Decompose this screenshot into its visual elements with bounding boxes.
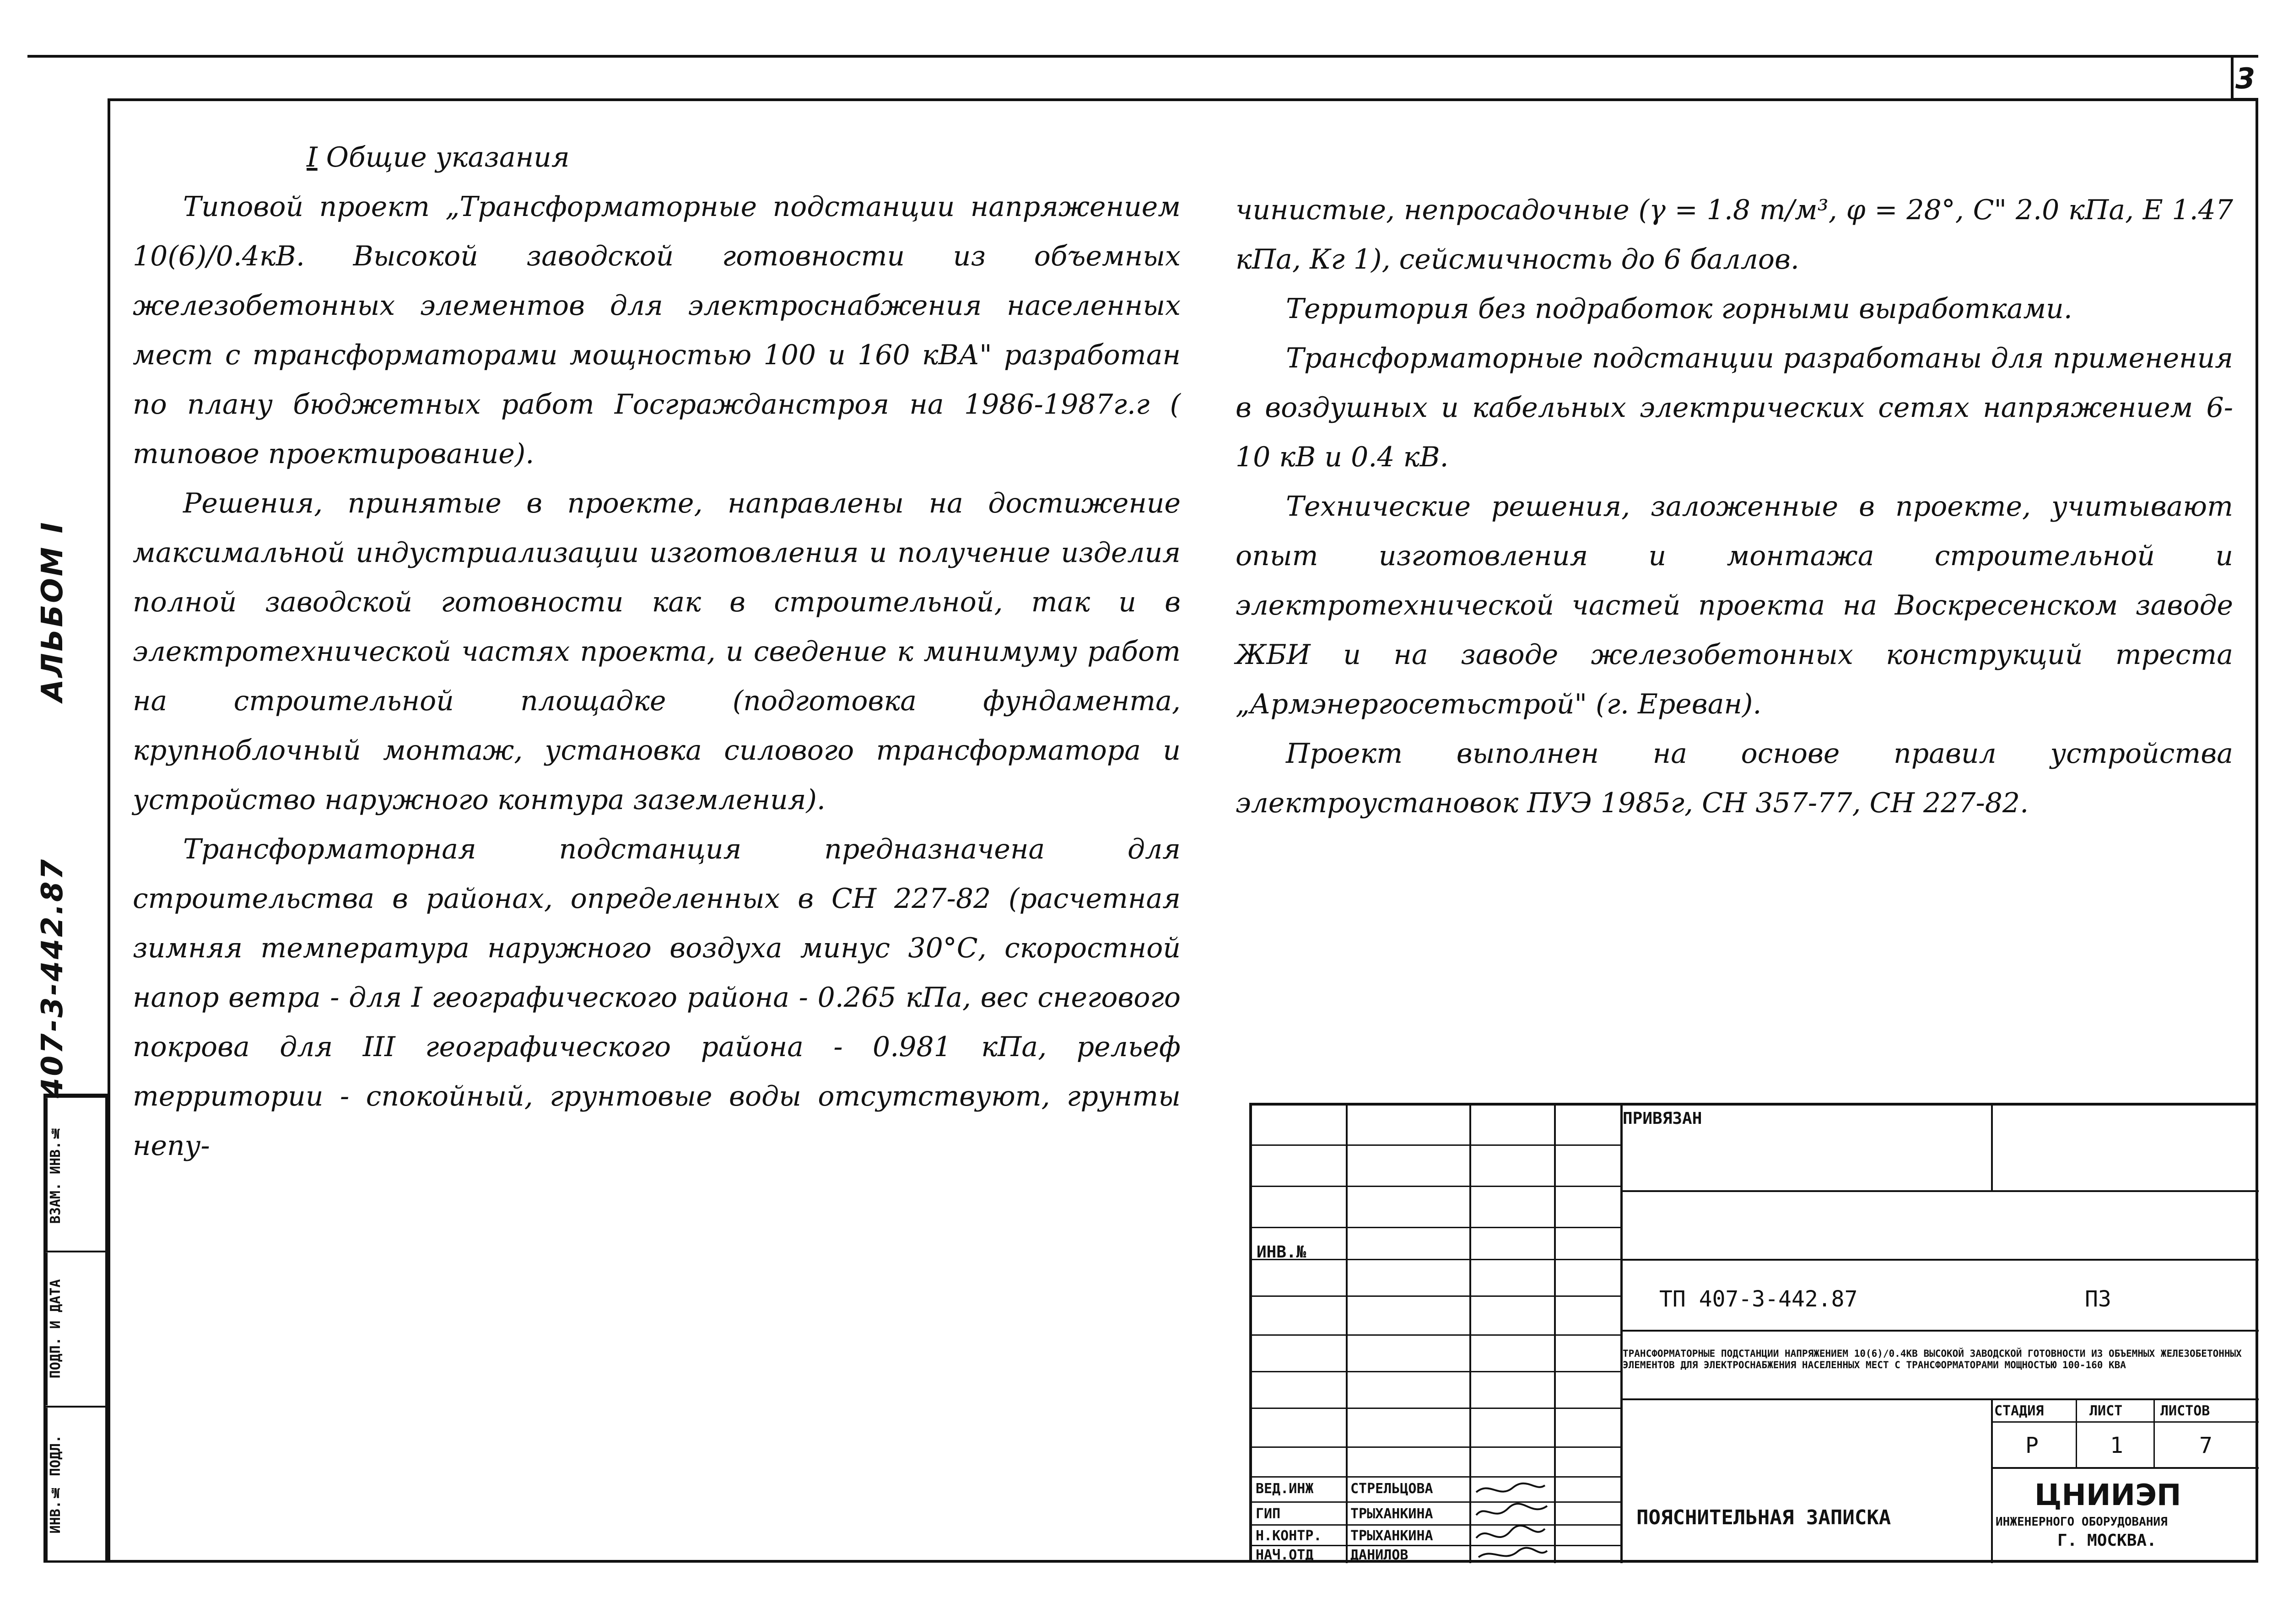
sign-name: СТРЕЛЬЦОВА xyxy=(1350,1481,1433,1497)
stamp-label: ИНВ.№ ПОДЛ. xyxy=(46,1408,73,1560)
tb-line xyxy=(1252,1227,1620,1228)
paragraph: Трансформаторные подстанции разработаны для применения в воздушных и кабельных электрических сетях напряжением 6-10 кВ и 0.4 кВ. xyxy=(1236,342,2233,473)
section-heading xyxy=(307,133,1181,182)
tb-line xyxy=(2153,1398,2155,1467)
org-city: Г. МОСКВА. xyxy=(2057,1531,2157,1550)
sign-role: НАЧ.ОТД xyxy=(1256,1547,1314,1563)
section-title: Общие указания xyxy=(326,141,570,173)
stamp-cell xyxy=(46,1096,105,1251)
stamp-cell xyxy=(46,1406,105,1560)
tb-line xyxy=(1991,1421,2259,1423)
tb-line xyxy=(1252,1501,1620,1503)
tb-line xyxy=(1252,1476,1620,1478)
sign-role: ВЕД.ИНЖ xyxy=(1256,1481,1314,1497)
document-name: ПОЯСНИТЕЛЬНАЯ ЗАПИСКА xyxy=(1636,1506,1891,1529)
left-text-column xyxy=(133,133,1181,1171)
sheets-value: 7 xyxy=(2199,1433,2212,1458)
org-name: ЦНИИЭП xyxy=(2034,1478,2181,1512)
tb-line xyxy=(1620,1330,2259,1332)
sign-name: ТРЫХАНКИНА xyxy=(1350,1506,1433,1522)
handwritten-signatures xyxy=(1472,1478,1552,1563)
org-subtitle: ИНЖЕНЕРНОГО ОБОРУДОВАНИЯ xyxy=(1996,1515,2168,1529)
doc-description: ТРАНСФОРМАТОРНЫЕ ПОДСТАНЦИИ НАПРЯЖЕНИЕМ 10(6)/0.4КВ ВЫСОКОЙ ЗАВОДСКОЙ ГОТОВНОСТИ ИЗ ОБЪЕМНЫХ ЖЕЛЕЗОБЕТОННЫХ ЭЛЕМЕНТОВ ДЛЯ ЭЛЕКТРОСНАБЖЕНИЯ НАСЕЛЕННЫХ МЕСТ С ТРАНСФОРМАТОРАМИ МОЩНОСТЬЮ 100-160 КВА xyxy=(1623,1348,2242,1370)
tb-line xyxy=(1252,1446,1620,1448)
paragraph: Решения, принятые в проекте, направлены на достижение максимальной индустриализации изготовления и получение изделия полной заводской готовности как в строительной, так и в электротехнической частях проекта, и сведение к минимуму работ на строительной площадке (подготовка фундамента, крупноблочный монтаж, установка силового трансформатора и устройство наружного контура заземления). xyxy=(133,487,1181,816)
tb-line xyxy=(1252,1545,1620,1546)
paragraph: Проект выполнен на основе правил устройства электроустановок ПУЭ 1985г, СН 357-77, СН 227-82. xyxy=(1236,738,2233,819)
paragraph: Типовой проект „Трансформаторные подстанции напряжением 10(6)/0.4кВ. Высокой заводской готовности из объемных железобетонных элементов для электроснабжения населенных мест с трансформаторами мощностью 100 и 160 кВА" разработан по плану бюджетных работ Госгражданстроя на 1986-1987г.г ( типовое проектирование). xyxy=(133,191,1181,470)
tb-line xyxy=(1252,1334,1620,1336)
stamp-cell xyxy=(46,1251,105,1405)
paragraph: Территория без подработок горными выработками. xyxy=(1286,293,2072,325)
right-text-column xyxy=(1236,185,2233,828)
inv-no-label: ИНВ.№ xyxy=(1257,1243,1306,1262)
sheet-top-rule xyxy=(27,55,2258,58)
tb-line xyxy=(1620,1190,2259,1192)
left-margin-stamp xyxy=(43,1094,108,1563)
tb-line xyxy=(1991,1398,1993,1563)
stamp-label: ВЗАМ. ИНВ.№ xyxy=(46,1098,73,1251)
tb-line xyxy=(1620,1259,2259,1261)
tb-line xyxy=(1252,1259,1620,1260)
tb-line xyxy=(1620,1398,2259,1400)
stage-header: СТАДИЯ xyxy=(1994,1403,2044,1419)
title-block xyxy=(1249,1103,2258,1563)
tb-line xyxy=(1252,1144,1620,1146)
doc-code: ТП 407-3-442.87 xyxy=(1659,1286,1858,1312)
tb-line xyxy=(1252,1408,1620,1409)
tb-line xyxy=(1252,1524,1620,1526)
section-number: I xyxy=(307,141,318,173)
sign-role: Н.КОНТР. xyxy=(1256,1528,1322,1544)
paragraph: чинистые, непросадочные (γ = 1.8 т/м³, φ = 28°, С" 2.0 кПа, Е 1.47 кПа, Кг 1), сейсмичность до 6 баллов. xyxy=(1236,194,2233,275)
margin-album: АЛЬБОМ I xyxy=(36,520,70,702)
paragraph: Трансформаторная подстанция предназначена для строительства в районах, определенных в СН 227-82 (расчетная зимняя температура наружного воздуха минус 30°С, скоростной напор ветра - для I географического района - 0.265 кПа, вес снегового покрова для III географического района - 0.981 кПа, рельеф территории - спокойный, грунтовые воды отсутствуют, грунты непу- xyxy=(133,833,1181,1162)
privyazan-label: ПРИВЯЗАН xyxy=(1623,1109,1702,1128)
tb-line xyxy=(1252,1295,1620,1297)
tb-line xyxy=(1252,1371,1620,1372)
sign-name: ТРЫХАНКИНА xyxy=(1350,1528,1433,1544)
sign-role: ГИП xyxy=(1256,1506,1281,1522)
doc-type: ПЗ xyxy=(2085,1286,2111,1312)
tb-line xyxy=(1620,1106,1623,1563)
sheet-value: 1 xyxy=(2110,1433,2123,1458)
tb-line xyxy=(1252,1186,1620,1187)
sign-name: ДАНИЛОВ xyxy=(1350,1547,1408,1563)
stamp-label: ПОДП. И ДАТА xyxy=(46,1252,73,1405)
margin-project-code: 407-3-442.87 xyxy=(36,857,70,1098)
stage-value: Р xyxy=(2025,1433,2039,1458)
tb-line xyxy=(1991,1106,1993,1190)
page-number: 3 xyxy=(2235,62,2256,95)
margin-album-id xyxy=(27,320,78,1098)
sheet-header: ЛИСТ xyxy=(2089,1403,2123,1419)
tb-line xyxy=(2076,1398,2077,1467)
sheets-header: ЛИСТОВ xyxy=(2160,1403,2210,1419)
paragraph: Технические решения, заложенные в проекте, учитывают опыт изготовления и монтажа строительной и электротехнической частей проекта на Воскресенском заводе ЖБИ и на заводе железобетонных конструкций треста „Армэнергосетьстрой" (г. Ереван). xyxy=(1236,491,2233,720)
tb-line xyxy=(1991,1467,2259,1469)
